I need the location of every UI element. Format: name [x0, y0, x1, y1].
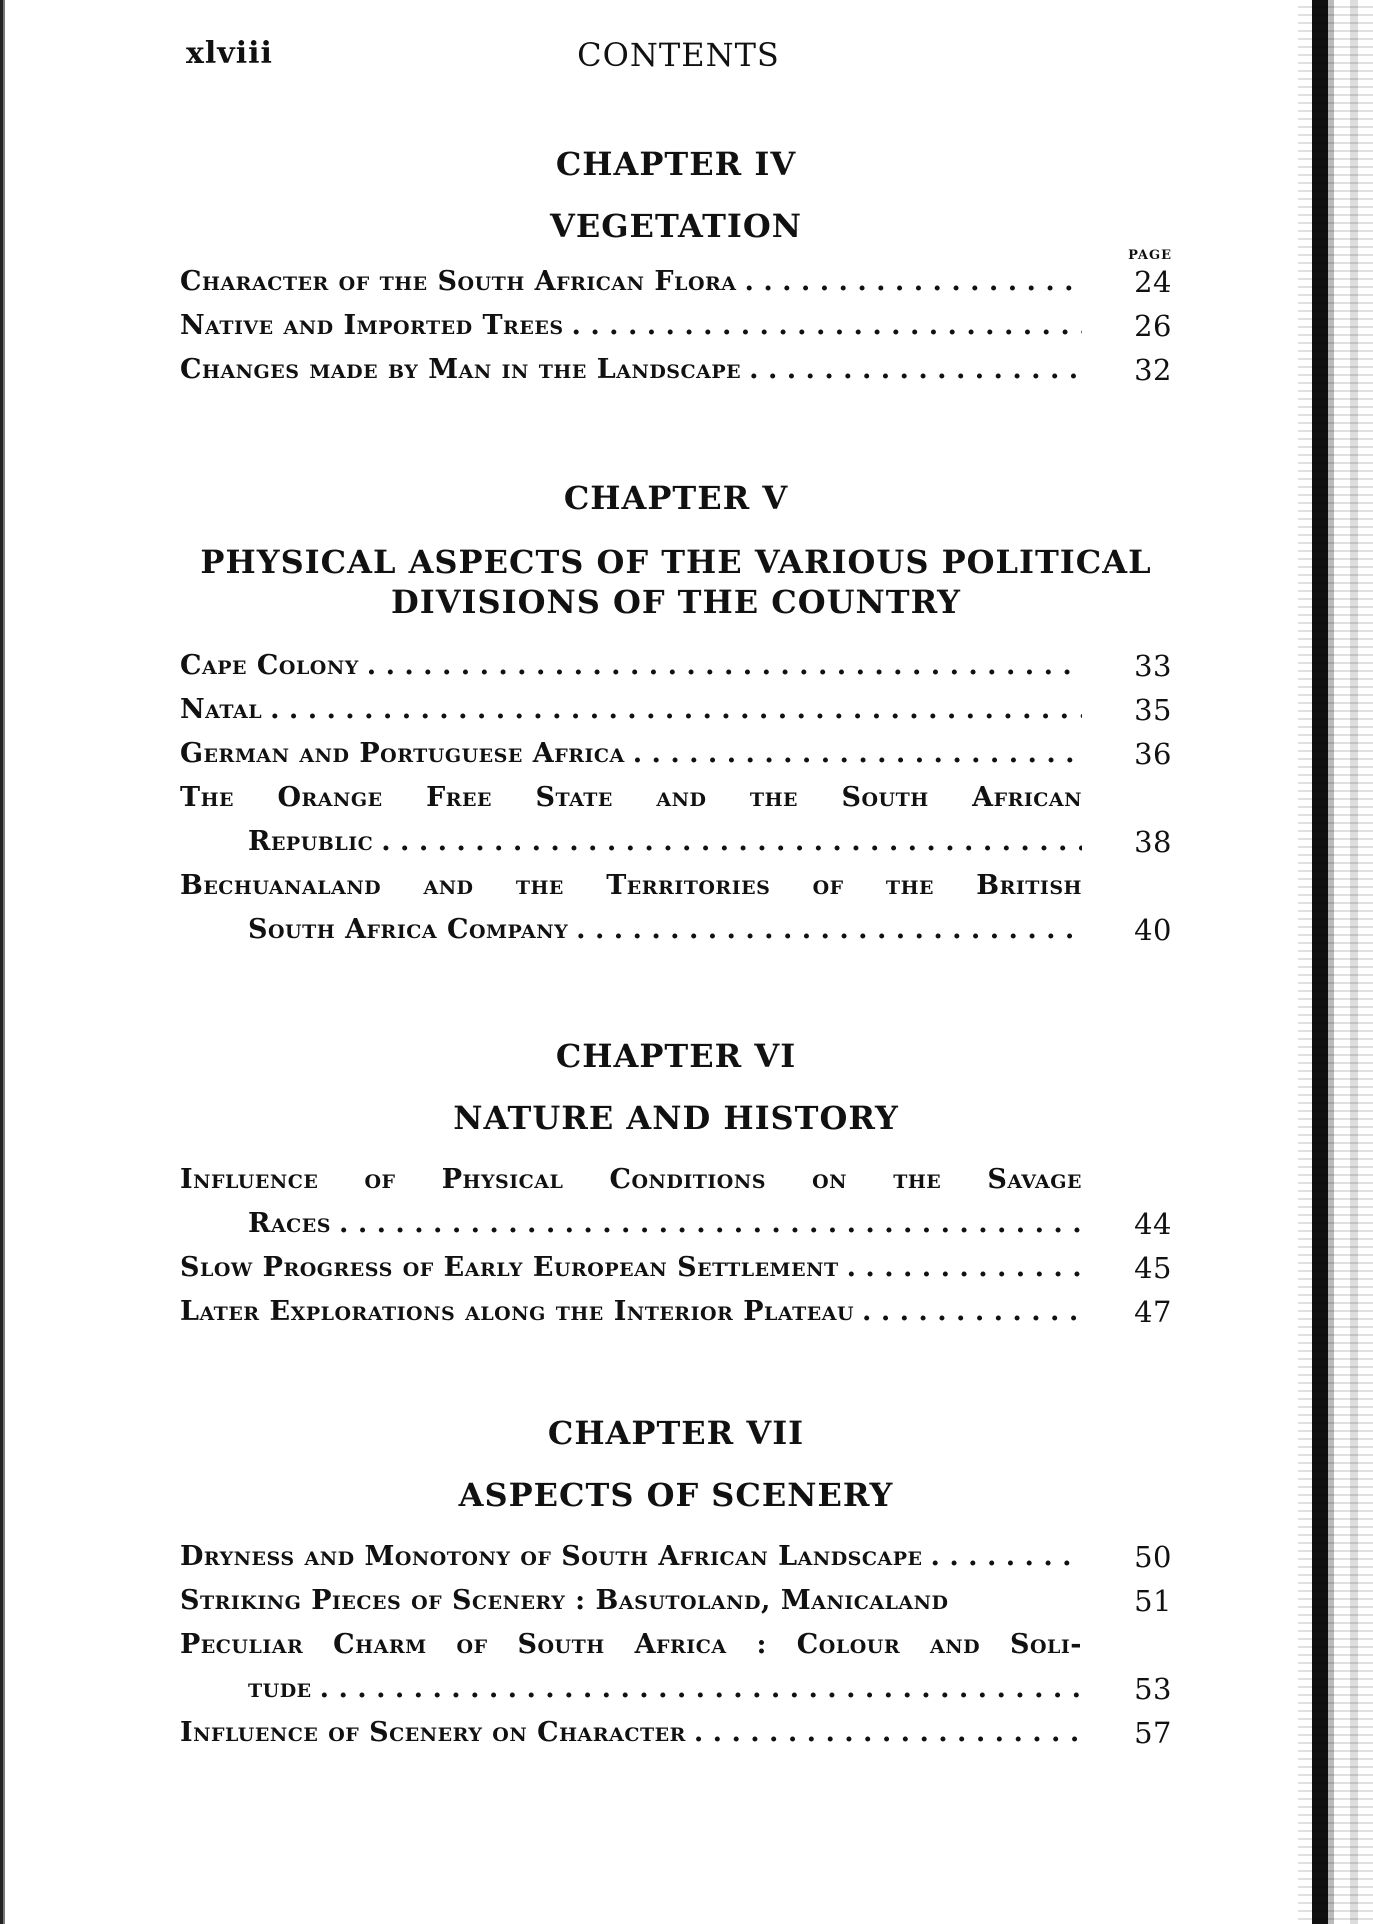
entry-text: Character of the South African Flora [180, 266, 737, 297]
entry-text: Bechuanaland and the Territories of the British [180, 870, 1082, 901]
entry-page: 38 [1134, 825, 1172, 859]
chapter-number: CHAPTER IV [555, 145, 797, 183]
chapter-title: VEGETATION [550, 207, 802, 245]
entry-page: 44 [1134, 1207, 1172, 1241]
entry-text: Changes made by Man in the Landscape [180, 354, 742, 385]
leader-dots [862, 1290, 1082, 1334]
chapter-title: ASPECTS OF SCENERY [458, 1476, 894, 1514]
toc-entry[interactable] [180, 864, 1172, 952]
toc-entry[interactable] [180, 1711, 1172, 1755]
leader-dots [633, 732, 1082, 776]
leader-dots [572, 304, 1082, 348]
left-page-edge [0, 0, 8, 1924]
chapter-iv [180, 144, 1172, 392]
entry-page: 35 [1134, 693, 1172, 727]
toc-entry[interactable] [180, 1623, 1172, 1711]
entry-page: 51 [1134, 1584, 1172, 1618]
entry-page: 36 [1134, 737, 1172, 771]
entry-page: 47 [1134, 1295, 1172, 1329]
toc-entry[interactable] [180, 1158, 1172, 1246]
entry-text: Slow Progress of Early European Settlement [180, 1252, 839, 1283]
entry-list [180, 1158, 1172, 1334]
chapter-v [180, 478, 1172, 952]
entry-page: 45 [1134, 1251, 1172, 1285]
chapter-vi [180, 1036, 1172, 1334]
entry-list [180, 1535, 1172, 1755]
entry-page: 40 [1134, 913, 1172, 947]
toc-entry[interactable] [180, 1246, 1172, 1290]
entry-page: 53 [1134, 1672, 1172, 1706]
toc-entry[interactable] [180, 776, 1172, 864]
entry-page: 24 [1134, 265, 1172, 299]
entry-text-continued: Races [248, 1208, 332, 1239]
leader-dots [270, 688, 1082, 732]
leader-dots [847, 1246, 1082, 1290]
chapter-number: CHAPTER V [563, 479, 789, 517]
entry-text-continued: tude [248, 1673, 312, 1704]
toc-entry[interactable] [180, 688, 1172, 732]
leader-dots [931, 1535, 1082, 1579]
leader-dots [320, 1667, 1082, 1711]
entry-text: Native and Imported Trees [180, 310, 564, 341]
entry-list [180, 644, 1172, 952]
chapter-number: CHAPTER VI [555, 1037, 797, 1075]
right-page-edge [1298, 0, 1373, 1924]
entry-page: 50 [1134, 1540, 1172, 1574]
entry-page: 33 [1134, 649, 1172, 683]
toc-entry[interactable] [180, 1579, 1172, 1623]
leader-dots [339, 1202, 1082, 1246]
leader-dots [745, 260, 1082, 304]
entry-page: 26 [1134, 309, 1172, 343]
page-column-label: PAGE [1128, 248, 1172, 263]
toc-entry[interactable] [180, 1535, 1172, 1579]
entry-text: Striking Pieces of Scenery : Basutoland, Manicaland [180, 1585, 949, 1616]
entry-text: Natal [180, 694, 263, 725]
running-head [186, 36, 1171, 76]
entry-text: Influence of Scenery on Character [180, 1717, 686, 1748]
toc-entry[interactable] [180, 1290, 1172, 1334]
entry-text: Cape Colony [180, 650, 359, 681]
entry-text: Dryness and Monotony of South African Landscape [180, 1541, 923, 1572]
entry-text-continued: Republic [248, 826, 374, 857]
chapter-vii [180, 1413, 1172, 1755]
chapter-title: PHYSICAL ASPECTS OF THE VARIOUS POLITICAL [200, 543, 1152, 581]
toc-entry[interactable] [180, 260, 1172, 304]
entry-text: Influence of Physical Conditions on the Savage [180, 1164, 1082, 1195]
toc-entry[interactable] [180, 644, 1172, 688]
entry-text: Later Explorations along the Interior Plateau [180, 1296, 855, 1327]
entry-text: German and Portuguese Africa [180, 738, 625, 769]
chapter-title-line-2: DIVISIONS OF THE COUNTRY [390, 583, 962, 621]
toc-entry[interactable] [180, 304, 1172, 348]
page-number: xlviii [186, 36, 273, 71]
chapter-title: NATURE AND HISTORY [453, 1099, 899, 1137]
entry-text: Peculiar Charm of South Africa : Colour and Soli- [180, 1629, 1082, 1660]
chapter-number: CHAPTER VII [547, 1414, 805, 1452]
entry-text: The Orange Free State and the South African [180, 782, 1082, 813]
entry-list [180, 260, 1172, 392]
entry-page: 57 [1134, 1716, 1172, 1750]
leader-dots [381, 820, 1082, 864]
toc-entry[interactable] [180, 732, 1172, 776]
entry-page: 32 [1134, 353, 1172, 387]
toc-entry[interactable] [180, 348, 1172, 392]
leader-dots [367, 644, 1082, 688]
entry-text-continued: South Africa Company [248, 914, 569, 945]
leader-dots [694, 1711, 1082, 1755]
leader-dots [749, 348, 1082, 392]
leader-dots [576, 908, 1082, 952]
running-title: CONTENTS [577, 36, 780, 74]
